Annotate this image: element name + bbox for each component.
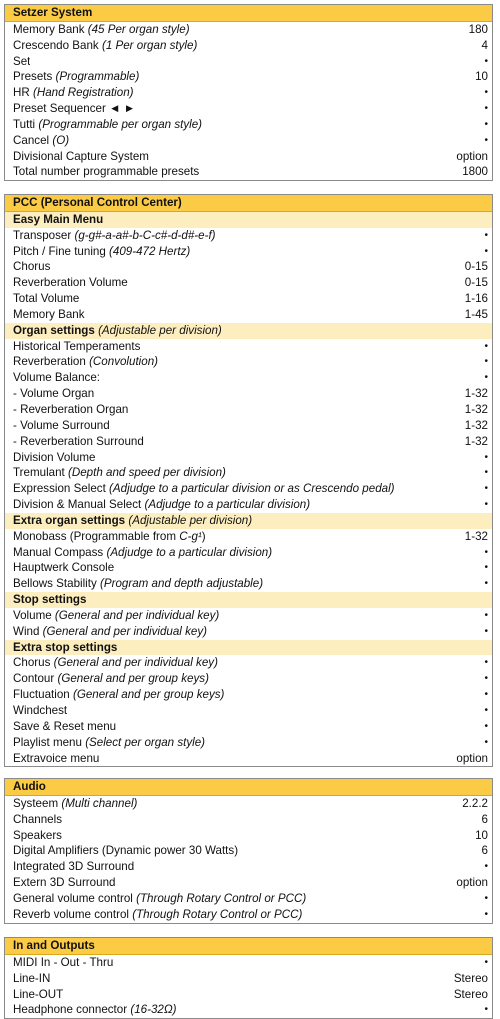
row-note: (Adjustable per division) xyxy=(98,323,222,337)
bullet-value: • xyxy=(484,609,488,621)
row-label: - Volume Surround xyxy=(13,418,110,432)
row-note: (Through Rotary Control or PCC) xyxy=(136,891,307,905)
subsection-title xyxy=(5,513,492,529)
row-note: (1 Per organ style) xyxy=(101,38,198,52)
bullet-value: • xyxy=(484,956,488,968)
section-setzer-system xyxy=(4,4,493,181)
bullet-value: • xyxy=(484,908,488,920)
spec-row xyxy=(5,259,492,275)
row-note: (General and per individual key) xyxy=(54,608,220,622)
spec-row xyxy=(5,354,492,370)
row-label: Headphone connector xyxy=(13,1003,128,1017)
bullet-value: • xyxy=(484,736,488,748)
bullet-value: • xyxy=(484,720,488,732)
row-label: Line-IN xyxy=(13,971,51,985)
row-label: Presets xyxy=(13,70,53,84)
row-value: 0-15 xyxy=(464,276,488,290)
row-label: Extern 3D Surround xyxy=(13,876,116,890)
row-note: (Programmable per organ style) xyxy=(38,117,203,131)
row-label: PCC (Personal Control Center) xyxy=(13,196,182,209)
bullet-value: • xyxy=(484,673,488,685)
row-label: Hauptwerk Console xyxy=(13,561,115,575)
row-label: Memory Bank xyxy=(13,307,85,321)
spec-row xyxy=(5,117,492,133)
spec-row xyxy=(5,971,492,987)
row-value: option xyxy=(456,149,488,163)
bullet-value: • xyxy=(484,546,488,558)
spec-row xyxy=(5,812,492,828)
row-label: HR xyxy=(13,86,30,100)
row-label: Playlist menu xyxy=(13,735,82,749)
bullet-value: • xyxy=(484,118,488,130)
bullet-value: • xyxy=(484,87,488,99)
row-label: Cancel xyxy=(13,133,50,147)
spec-row xyxy=(5,955,492,971)
bullet-value: • xyxy=(484,55,488,67)
row-note: (409-472 Hertz) xyxy=(109,244,191,258)
bullet-value: • xyxy=(484,245,488,257)
spec-row xyxy=(5,54,492,70)
spec-row xyxy=(5,576,492,592)
row-label: Easy Main Menu xyxy=(13,212,104,226)
row-note: (Adjustable per division) xyxy=(128,513,253,527)
row-label: Expression Select xyxy=(13,482,106,496)
row-note: (Adjudge to a particular division) xyxy=(144,498,311,512)
bullet-value: • xyxy=(484,451,488,463)
row-label: Volume Balance: xyxy=(13,371,101,385)
bullet-value: • xyxy=(484,499,488,511)
spec-row xyxy=(5,529,492,545)
spec-row xyxy=(5,843,492,859)
row-label: Digital Amplifiers (Dynamic power 30 Watts) xyxy=(13,844,239,858)
spec-row xyxy=(5,703,492,719)
row-note: (General and per individual key) xyxy=(42,624,207,638)
bullet-value: • xyxy=(484,562,488,574)
spec-row xyxy=(5,624,492,640)
row-value: 10 xyxy=(475,828,488,842)
spec-row xyxy=(5,545,492,561)
row-label: Tremulant xyxy=(13,466,65,480)
row-label: Reverberation xyxy=(13,355,86,369)
spec-row xyxy=(5,339,492,355)
row-label: Total number programmable presets xyxy=(13,165,200,179)
row-note: (45 Per organ style) xyxy=(87,22,190,36)
row-value: 180 xyxy=(468,22,488,36)
spec-row xyxy=(5,386,492,402)
row-label: Tutti xyxy=(13,117,36,131)
row-value: 1-45 xyxy=(464,307,488,321)
spec-row xyxy=(5,69,492,85)
row-note: (Multi channel) xyxy=(61,796,138,810)
row-value: 1-32 xyxy=(464,529,488,543)
row-note: (Select per organ style) xyxy=(85,735,206,749)
row-label: Preset Sequencer ◄ ► xyxy=(13,102,136,116)
section-in-and-outputs xyxy=(4,937,493,1019)
spec-row xyxy=(5,608,492,624)
row-label: Integrated 3D Surround xyxy=(13,860,135,874)
section-title xyxy=(5,938,492,955)
bullet-value: • xyxy=(484,578,488,590)
spec-row xyxy=(5,402,492,418)
row-note: (Program and depth adjustable) xyxy=(100,577,264,591)
row-note: (Depth and speed per division) xyxy=(68,466,226,480)
row-label: Division Volume xyxy=(13,450,96,464)
row-value: 6 xyxy=(481,812,488,826)
bullet-value: • xyxy=(484,705,488,716)
subsection-title xyxy=(5,592,492,608)
row-note: (O) xyxy=(52,133,70,147)
spec-row xyxy=(5,244,492,260)
row-label: Crescendo Bank xyxy=(13,38,99,52)
row-value: 1-32 xyxy=(464,402,488,416)
spec-row xyxy=(5,875,492,891)
row-note: (g-g#-a-a#-b-C-c#-d-d#-e-f) xyxy=(74,228,216,242)
spec-row xyxy=(5,228,492,244)
row-label: - Reverberation Organ xyxy=(13,402,129,416)
spec-row xyxy=(5,735,492,751)
bullet-value: • xyxy=(484,689,488,701)
row-label: - Volume Organ xyxy=(13,387,95,401)
subsection-title xyxy=(5,212,492,228)
row-label: General volume control xyxy=(13,891,133,905)
row-label: Reverberation Volume xyxy=(13,276,128,290)
row-label: - Reverberation Surround xyxy=(13,434,144,448)
spec-row xyxy=(5,164,492,180)
spec-row xyxy=(5,655,492,671)
spec-row xyxy=(5,859,492,875)
row-label: Monobass (Programmable from xyxy=(13,529,177,543)
row-label: Organ settings xyxy=(13,323,95,337)
spec-row xyxy=(5,719,492,735)
row-note: (General and per group keys) xyxy=(57,672,209,686)
row-note: C-g¹ xyxy=(179,529,202,543)
spec-row xyxy=(5,275,492,291)
row-label: Volume xyxy=(13,608,52,622)
row-label: Setzer System xyxy=(13,6,93,19)
section-title xyxy=(5,779,492,796)
row-label: Bellows Stability xyxy=(13,577,97,591)
row-value: 10 xyxy=(475,70,488,84)
row-value: 4 xyxy=(481,38,488,52)
subsection-title xyxy=(5,640,492,656)
section-title xyxy=(5,5,492,22)
bullet-value: • xyxy=(484,1004,488,1016)
row-label: In and Outputs xyxy=(13,939,95,952)
row-suffix: ) xyxy=(201,529,206,543)
section-title xyxy=(5,195,492,212)
spec-row xyxy=(5,101,492,117)
row-value: 1800 xyxy=(462,165,488,179)
row-label: Division & Manual Select xyxy=(13,498,142,512)
row-note: (General and per individual key) xyxy=(53,656,218,670)
spec-row xyxy=(5,987,492,1003)
row-value: 1-32 xyxy=(464,418,488,432)
row-value: Stereo xyxy=(453,971,488,985)
row-label: Set xyxy=(13,54,31,68)
spec-row xyxy=(5,907,492,923)
spec-row xyxy=(5,687,492,703)
bullet-value: • xyxy=(484,467,488,479)
row-label: Save & Reset menu xyxy=(13,719,117,733)
row-label: Speakers xyxy=(13,828,62,842)
spec-row xyxy=(5,796,492,812)
spec-row xyxy=(5,465,492,481)
subsection-title xyxy=(5,323,492,339)
row-value: 6 xyxy=(481,844,488,858)
bullet-value: • xyxy=(484,340,488,352)
row-note: (Adjudge to a particular division) xyxy=(106,545,273,559)
row-label: Wind xyxy=(13,624,40,638)
row-value: option xyxy=(456,751,488,765)
bullet-value: • xyxy=(484,657,488,669)
row-label: Windchest xyxy=(13,704,68,717)
bullet-value: • xyxy=(484,372,488,384)
row-label: Extra organ settings xyxy=(13,513,126,527)
spec-row xyxy=(5,22,492,38)
spec-row xyxy=(5,828,492,844)
row-value: option xyxy=(456,876,488,890)
row-label: Stop settings xyxy=(13,593,87,607)
row-value: 0-15 xyxy=(464,260,488,274)
spec-row xyxy=(5,450,492,466)
row-label: Divisional Capture System xyxy=(13,149,149,163)
spec-row xyxy=(5,560,492,576)
spec-row xyxy=(5,149,492,165)
row-value: 1-32 xyxy=(464,387,488,401)
row-value: 1-32 xyxy=(464,434,488,448)
spec-row xyxy=(5,307,492,323)
row-note: (16-32Ω) xyxy=(130,1003,177,1017)
spec-row xyxy=(5,38,492,54)
row-label: Fluctuation xyxy=(13,688,70,702)
bullet-value: • xyxy=(484,134,488,146)
bullet-value: • xyxy=(484,892,488,904)
row-note: (Hand Registration) xyxy=(32,86,134,100)
row-label: Manual Compass xyxy=(13,545,104,559)
row-label: Contour xyxy=(13,672,55,686)
row-label: Systeem xyxy=(13,796,59,810)
row-label: Historical Temperaments xyxy=(13,339,141,353)
row-note: (Convolution) xyxy=(89,355,159,369)
row-label: Line-OUT xyxy=(13,987,64,1001)
row-label: Audio xyxy=(13,780,46,793)
bullet-value: • xyxy=(484,625,488,637)
bullet-value: • xyxy=(484,861,488,873)
row-label: Memory Bank xyxy=(13,22,85,36)
bullet-value: • xyxy=(484,103,488,115)
spec-row xyxy=(5,1002,492,1018)
spec-row xyxy=(5,434,492,450)
row-value: 2.2.2 xyxy=(462,796,488,810)
section-pcc-personal-control-center xyxy=(4,194,493,767)
row-label: Channels xyxy=(13,812,62,826)
row-note: (General and per group keys) xyxy=(72,688,225,702)
bullet-value: • xyxy=(484,483,488,495)
row-label: Chorus xyxy=(13,260,51,274)
spec-row xyxy=(5,418,492,434)
row-label: Chorus xyxy=(13,656,51,670)
row-label: Reverb volume control xyxy=(13,907,129,921)
spec-row xyxy=(5,133,492,149)
row-value: 1-16 xyxy=(464,292,488,306)
spec-row xyxy=(5,751,492,767)
row-label: Total Volume xyxy=(13,292,80,306)
spec-row xyxy=(5,891,492,907)
spec-row xyxy=(5,85,492,101)
spec-row xyxy=(5,497,492,513)
section-audio xyxy=(4,778,493,924)
spec-row xyxy=(5,291,492,307)
bullet-value: • xyxy=(484,356,488,368)
row-note: (Through Rotary Control or PCC) xyxy=(132,907,303,921)
row-label: Extravoice menu xyxy=(13,751,100,765)
spec-row xyxy=(5,370,492,386)
row-label: Extra stop settings xyxy=(13,640,118,654)
row-note: (Adjudge to a particular division or as Crescendo pedal) xyxy=(109,482,395,496)
bullet-value: • xyxy=(484,229,488,241)
row-value: Stereo xyxy=(453,987,488,1001)
row-note: (Programmable) xyxy=(55,70,140,84)
row-label: Pitch / Fine tuning xyxy=(13,244,106,258)
spec-row xyxy=(5,481,492,497)
spec-row xyxy=(5,671,492,687)
row-label: Transposer xyxy=(13,228,72,242)
row-label: MIDI In - Out - Thru xyxy=(13,955,114,969)
